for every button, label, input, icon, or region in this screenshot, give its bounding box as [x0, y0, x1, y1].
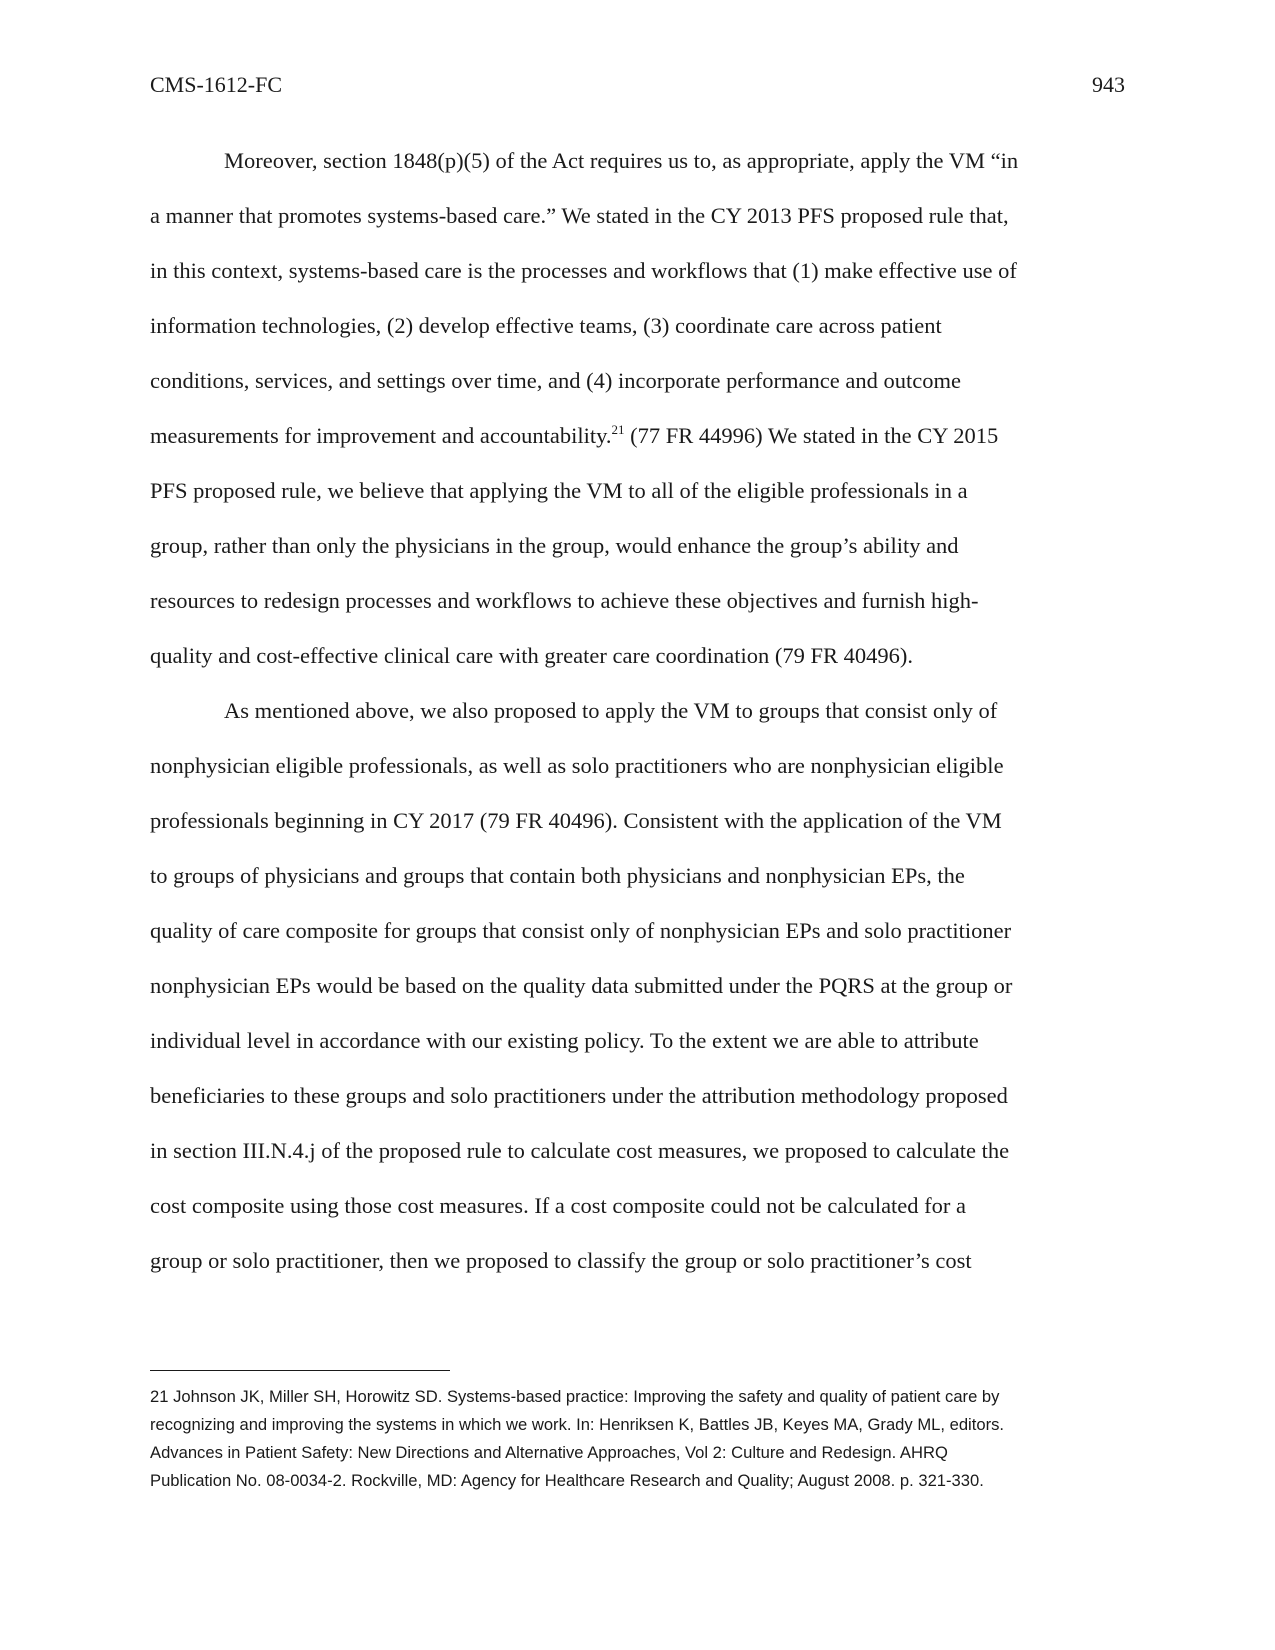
text-line: information technologies, (2) develop effective teams, (3) coordinate care across patient	[150, 313, 942, 338]
footnote-line: 21 Johnson JK, Miller SH, Horowitz SD. Systems-based practice: Improving the safety and quality of patient care by	[150, 1387, 1000, 1406]
text-line: group or solo practitioner, then we proposed to classify the group or solo practitioner’s cost	[150, 1248, 972, 1273]
text-line: nonphysician eligible professionals, as well as solo practitioners who are nonphysician eligible	[150, 753, 1004, 778]
text-line: PFS proposed rule, we believe that applying the VM to all of the eligible professionals in a	[150, 478, 968, 503]
text-line: a manner that promotes systems-based care.” We stated in the CY 2013 PFS proposed rule that,	[150, 203, 1009, 228]
footnote-line: Publication No. 08-0034-2. Rockville, MD: Agency for Healthcare Research and Quality; August 2008. p. 321-330.	[150, 1471, 984, 1490]
text-line: in this context, systems-based care is the processes and workflows that (1) make effective use of	[150, 258, 1017, 283]
text-line: individual level in accordance with our existing policy. To the extent we are able to attribute	[150, 1028, 979, 1053]
text-line: conditions, services, and settings over time, and (4) incorporate performance and outcome	[150, 368, 961, 393]
page-number: 943	[1092, 72, 1125, 97]
text-line: in section III.N.4.j of the proposed rule to calculate cost measures, we proposed to calculate the	[150, 1138, 1010, 1163]
footnote-line: recognizing and improving the systems in which we work. In: Henriksen K, Battles JB, Keyes MA, Grady ML, editors.	[150, 1415, 1005, 1434]
text-line: cost composite using those cost measures. If a cost composite could not be calculated for a	[150, 1193, 967, 1218]
text-segment: measurements for improvement and accountability.	[150, 423, 612, 448]
text-line: professionals beginning in CY 2017 (79 FR 40496). Consistent with the application of the VM	[150, 808, 1002, 833]
text-line: quality and cost-effective clinical care with greater care coordination (79 FR 40496).	[150, 643, 914, 668]
text-segment: (77 FR 44996) We stated in the CY 2015	[624, 423, 999, 448]
text-line	[150, 422, 999, 448]
footnote-reference[interactable]: 21	[611, 422, 625, 437]
text-line: to groups of physicians and groups that contain both physicians and nonphysician EPs, the	[150, 863, 965, 888]
footnote-line: Advances in Patient Safety: New Directions and Alternative Approaches, Vol 2: Culture and Redesign. AHRQ	[150, 1443, 948, 1462]
text-line: Moreover, section 1848(p)(5) of the Act requires us to, as appropriate, apply the VM “in	[224, 148, 1019, 173]
text-line: nonphysician EPs would be based on the quality data submitted under the PQRS at the group or	[150, 973, 1013, 998]
text-line: resources to redesign processes and workflows to achieve these objectives and furnish high-	[150, 588, 979, 613]
text-line: As mentioned above, we also proposed to apply the VM to groups that consist only of	[224, 698, 998, 723]
text-line: quality of care composite for groups that consist only of nonphysician EPs and solo practitioner	[150, 918, 1012, 943]
text-line: beneficiaries to these groups and solo practitioners under the attribution methodology proposed	[150, 1083, 1008, 1108]
page-header-doc-id: CMS-1612-FC	[150, 72, 283, 97]
text-line: group, rather than only the physicians in the group, would enhance the group’s ability and	[150, 533, 959, 558]
footnote-separator	[150, 1370, 450, 1371]
